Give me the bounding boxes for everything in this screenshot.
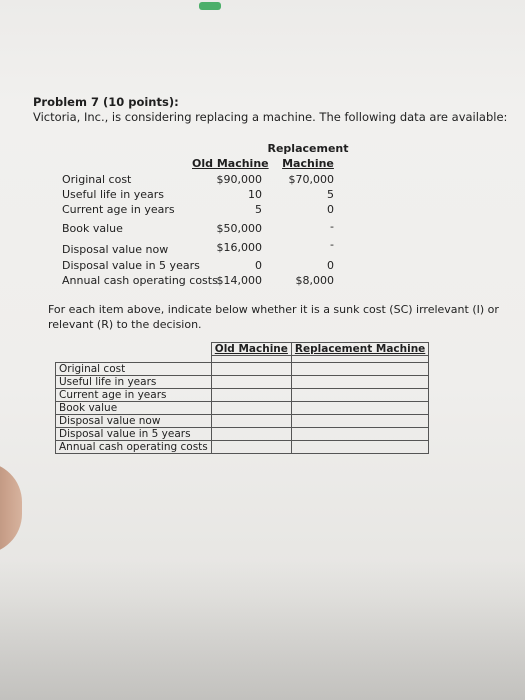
header-old-machine: Old Machine <box>192 157 269 170</box>
data-row-old-value: 5 <box>255 203 262 216</box>
answer-row-label: Disposal value in 5 years <box>56 428 212 441</box>
data-row-replacement-value: 0 <box>327 259 334 272</box>
answer-row-label: Current age in years <box>56 389 212 402</box>
data-row-old-value: 0 <box>255 259 262 272</box>
answer-cell-old[interactable] <box>211 402 291 415</box>
data-row-label: Disposal value in 5 years <box>62 259 200 272</box>
problem-title: Problem 7 (10 points): <box>33 95 179 109</box>
answer-row-label: Useful life in years <box>56 376 212 389</box>
answer-cell-replacement[interactable] <box>291 441 428 454</box>
answer-cell-old[interactable] <box>211 356 291 363</box>
answer-cell-old[interactable] <box>211 376 291 389</box>
answer-cell-old[interactable] <box>211 441 291 454</box>
table-row <box>56 389 429 402</box>
answer-cell-old[interactable] <box>211 415 291 428</box>
data-row-old-value: 10 <box>248 188 262 201</box>
data-row-label: Book value <box>62 222 123 235</box>
answer-header-old-machine: Old Machine <box>211 343 291 356</box>
data-row-replacement-value: $8,000 <box>295 274 334 287</box>
data-row-replacement-value: - <box>330 238 334 251</box>
answer-row-label: Disposal value now <box>56 415 212 428</box>
answer-cell-old[interactable] <box>211 363 291 376</box>
table-row <box>56 363 429 376</box>
answer-cell-replacement[interactable] <box>291 363 428 376</box>
answer-header-blank <box>56 343 212 356</box>
answer-cell-old[interactable] <box>211 389 291 402</box>
answer-cell-replacement[interactable] <box>291 376 428 389</box>
answer-cell-replacement[interactable] <box>291 415 428 428</box>
data-row-label: Annual cash operating costs <box>62 274 218 287</box>
data-row-label: Disposal value now <box>62 243 169 256</box>
table-row <box>56 376 429 389</box>
answer-header-replacement-machine: Replacement Machine <box>291 343 428 356</box>
data-row-replacement-value: 5 <box>327 188 334 201</box>
header-replacement-line1: Replacement <box>267 142 349 155</box>
data-row-old-value: $14,000 <box>216 274 262 287</box>
data-row-replacement-value: $70,000 <box>288 173 334 186</box>
answer-cell-replacement[interactable] <box>291 402 428 415</box>
data-row-label: Current age in years <box>62 203 175 216</box>
table-row <box>56 415 429 428</box>
answer-cell-replacement[interactable] <box>291 356 428 363</box>
answer-cell-replacement[interactable] <box>291 389 428 402</box>
data-row-old-value: $90,000 <box>216 173 262 186</box>
answer-row-label: Annual cash operating costs <box>56 441 212 454</box>
answer-spacer-row <box>56 356 429 363</box>
answer-spacer-label <box>56 356 212 363</box>
table-row <box>56 441 429 454</box>
answer-row-label: Book value <box>56 402 212 415</box>
table-row <box>56 428 429 441</box>
data-row-old-value: $50,000 <box>216 222 262 235</box>
instructions: For each item above, indicate below whether it is a sunk cost (SC) irrelevant (I) or relevant (R) to the decision. <box>48 303 499 331</box>
answer-table <box>55 342 429 454</box>
data-row-old-value: $16,000 <box>216 241 262 254</box>
answer-cell-old[interactable] <box>211 428 291 441</box>
data-row-label: Useful life in years <box>62 188 164 201</box>
answer-row-label: Original cost <box>56 363 212 376</box>
problem-intro: Victoria, Inc., is considering replacing a machine. The following data are available: <box>33 110 508 124</box>
table-row <box>56 402 429 415</box>
answer-table-header <box>56 343 429 356</box>
data-row-replacement-value: 0 <box>327 203 334 216</box>
paper-shadow <box>0 560 525 700</box>
header-replacement-line2: Machine <box>282 157 334 170</box>
data-row-replacement-value: - <box>330 220 334 233</box>
answer-cell-replacement[interactable] <box>291 428 428 441</box>
green-clip-mark <box>199 2 221 10</box>
data-row-label: Original cost <box>62 173 132 186</box>
